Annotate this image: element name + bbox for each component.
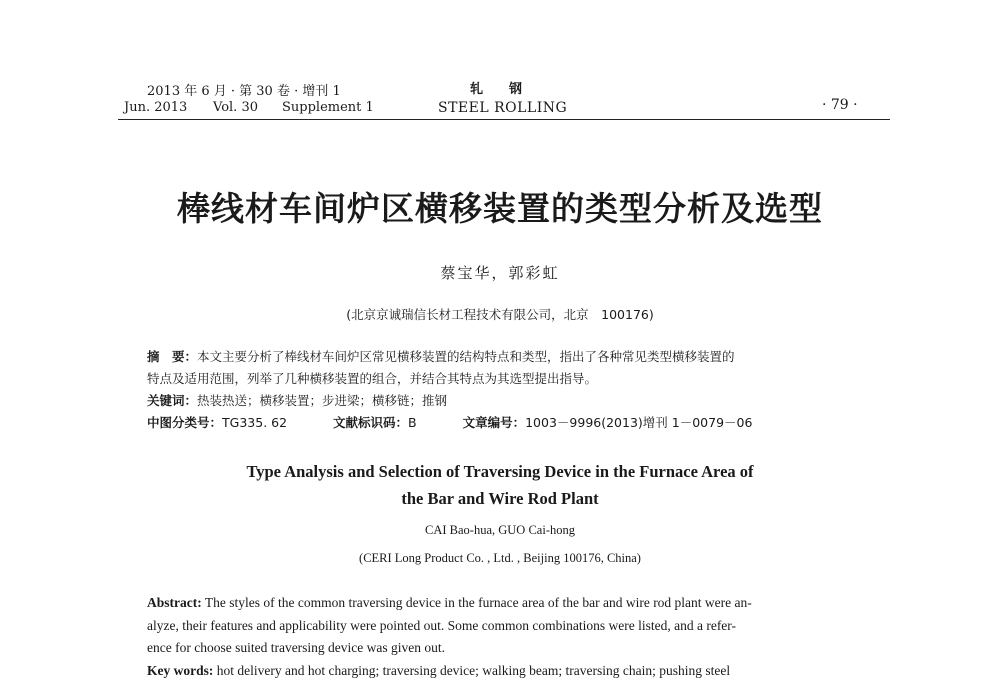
paper-title-en-line1: Type Analysis and Selection of Traversing Device in the Furnace Area of bbox=[246, 462, 754, 481]
authors-cn: 蔡宝华，郭彩虹 bbox=[440, 264, 560, 282]
abstract-cn bbox=[147, 346, 867, 434]
abstract-cn-label: 摘 要： bbox=[147, 349, 198, 364]
paper-title-en-line2: the Bar and Wire Rod Plant bbox=[401, 489, 599, 508]
doc-code-label: 文献标识码： bbox=[333, 415, 409, 430]
clc-value: TG335. 62 bbox=[222, 415, 288, 430]
keywords-cn-label: 关键词： bbox=[147, 393, 198, 408]
header-journal-en: STEEL ROLLING bbox=[438, 100, 568, 116]
abstract-en-line1: The styles of the common traversing device in the furnace area of the bar and wire rod plant were an- bbox=[204, 595, 752, 610]
article-number-label: 文章编号： bbox=[462, 415, 526, 430]
abstract-cn-line1: 本文主要分析了棒线材车间炉区常见横移装置的结构特点和类型，指出了各种常见类型横移装置的 bbox=[197, 349, 735, 364]
affiliation-cn: (北京京诚瑞信长材工程技术有限公司，北京 100176) bbox=[346, 307, 654, 322]
header-rule bbox=[118, 119, 890, 120]
abstract-en-line2: alyze, their features and applicability were pointed out. Some common combinations were listed, and a refer- bbox=[147, 617, 737, 633]
classification-line bbox=[147, 412, 867, 434]
paper-title-cn: 棒线材车间炉区横移装置的类型分析及选型 bbox=[177, 189, 823, 228]
keywords-cn-text: 热装热送；横移装置；步进梁；横移链；推钢 bbox=[197, 393, 448, 408]
abstract-cn-line2: 特点及适用范围，列举了几种横移装置的组合，并结合其特点为其选型提出指导。 bbox=[147, 371, 598, 386]
authors-en: CAI Bao-hua, GUO Cai-hong bbox=[425, 523, 575, 537]
header-page-number: · 79 · bbox=[822, 97, 858, 113]
header-journal-cn: 轧 钢 bbox=[470, 82, 523, 97]
clc-label: 中图分类号： bbox=[147, 415, 223, 430]
header-supplement: Supplement 1 bbox=[282, 100, 374, 115]
article-number-value: 1003－9996(2013)增刊 1－0079－06 bbox=[525, 415, 753, 430]
abstract-en-label: Abstract: bbox=[147, 595, 202, 610]
affiliation-en: (CERI Long Product Co. , Ltd. , Beijing 100176, China) bbox=[359, 551, 641, 565]
abstract-en-line3: ence for choose suited traversing device was given out. bbox=[147, 640, 446, 655]
doc-code-value: B bbox=[408, 415, 417, 430]
abstract-en bbox=[147, 592, 859, 682]
keywords-en-text: hot delivery and hot charging; traversing device; walking beam; traversing chain; pushing steel bbox=[216, 662, 731, 678]
header-volume: Vol. 30 bbox=[213, 100, 258, 115]
header-date-cn: 2013 年 6 月 · 第 30 卷 · 增刊 1 bbox=[147, 84, 341, 99]
header-date-en: Jun. 2013 bbox=[124, 100, 188, 115]
keywords-en-label: Key words: bbox=[147, 662, 214, 678]
